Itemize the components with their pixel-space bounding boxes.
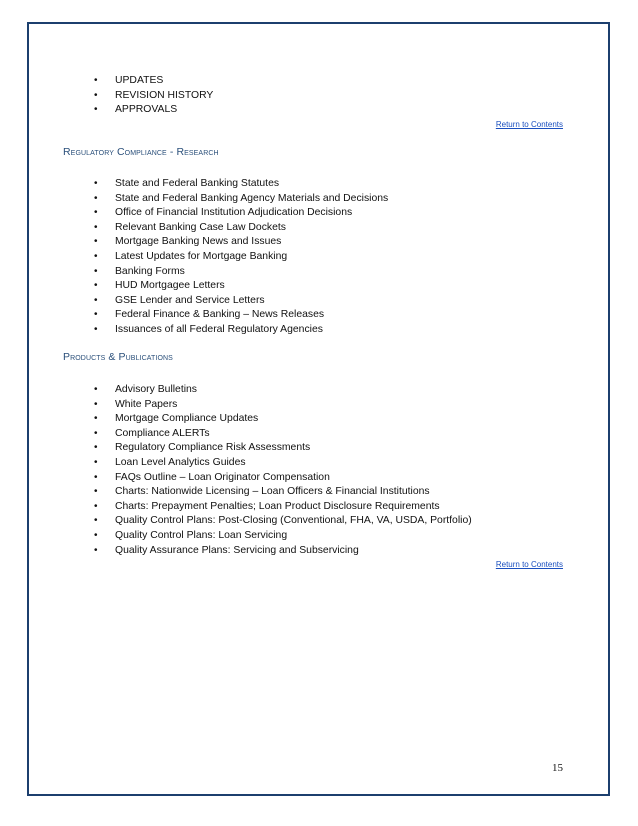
list-item: • White Papers [0, 398, 472, 413]
list-item: • Relevant Banking Case Law Dockets [0, 221, 388, 236]
list-item: • UPDATES [0, 74, 213, 89]
section-heading-products: Products & Publications [63, 351, 173, 363]
list-item: • Charts: Nationwide Licensing – Loan Officers & Financial Institutions [0, 485, 472, 500]
list-item: • Latest Updates for Mortgage Banking [0, 250, 388, 265]
return-to-contents-link[interactable]: Return to Contents [495, 560, 563, 569]
list-item: • REVISION HISTORY [0, 89, 213, 104]
list-item: • Mortgage Compliance Updates [0, 412, 472, 427]
return-to-contents-link[interactable]: Return to Contents [495, 120, 563, 129]
products-bullet-list [0, 383, 472, 558]
list-item: • Regulatory Compliance Risk Assessments [0, 441, 472, 456]
list-item: • Office of Financial Institution Adjudication Decisions [0, 206, 388, 221]
list-item: • APPROVALS [0, 103, 213, 118]
top-bullet-list [0, 74, 213, 118]
list-item: • Quality Control Plans: Loan Servicing [0, 529, 472, 544]
list-item: • Quality Assurance Plans: Servicing and Subservicing [0, 544, 472, 559]
list-item: • FAQs Outline – Loan Originator Compensation [0, 471, 472, 486]
list-item: • State and Federal Banking Agency Materials and Decisions [0, 192, 388, 207]
list-item: • Compliance ALERTs [0, 427, 472, 442]
list-item: • Federal Finance & Banking – News Releases [0, 308, 388, 323]
research-bullet-list [0, 177, 388, 338]
list-item: • Charts: Prepayment Penalties; Loan Product Disclosure Requirements [0, 500, 472, 515]
list-item: • Advisory Bulletins [0, 383, 472, 398]
section-heading-research: Regulatory Compliance - Research [63, 146, 219, 158]
list-item: • Mortgage Banking News and Issues [0, 235, 388, 250]
list-item: • GSE Lender and Service Letters [0, 294, 388, 309]
list-item: • Issuances of all Federal Regulatory Agencies [0, 323, 388, 338]
list-item: • State and Federal Banking Statutes [0, 177, 388, 192]
list-item: • HUD Mortgagee Letters [0, 279, 388, 294]
list-item: • Quality Control Plans: Post-Closing (Conventional, FHA, VA, USDA, Portfolio) [0, 514, 472, 529]
list-item: • Loan Level Analytics Guides [0, 456, 472, 471]
list-item: • Banking Forms [0, 265, 388, 280]
page-number: 15 [552, 762, 563, 774]
